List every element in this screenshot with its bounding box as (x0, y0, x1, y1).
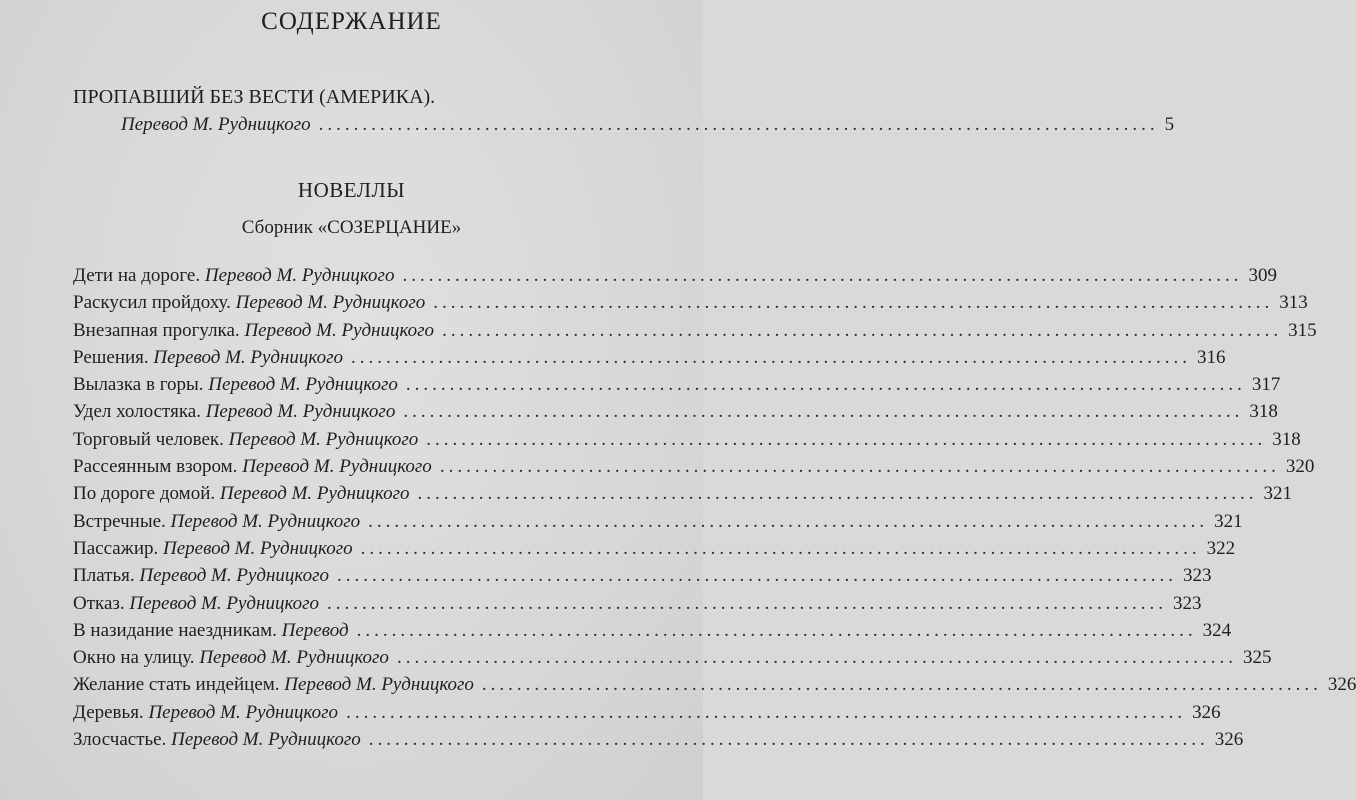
toc-entry (73, 426, 1301, 453)
entry-title: Желание стать индейцем. (73, 674, 280, 696)
dot-leader: ................................................................................................ (336, 565, 1177, 587)
entry-title: Внезапная прогулка. (73, 319, 240, 341)
entry-translation: Перевод М. Рудницкого (228, 428, 419, 450)
entry-translation: Перевод М. Рудницкого (170, 510, 361, 532)
toc-entry (73, 317, 1317, 344)
dot-leader: ................................................................................................ (351, 346, 1192, 368)
entry-page-number: 309 (1248, 265, 1277, 286)
dot-leader: ................................................................................................ (360, 537, 1201, 559)
entry-title: Раскусил пройдоху. (73, 292, 231, 314)
intro-translation: Перевод М. Рудницкого (121, 114, 311, 135)
entry-translation: Перевод М. Рудницкого (204, 265, 395, 286)
collection-title: Сборник «СОЗЕРЦАНИЕ» (241, 217, 462, 238)
entry-title: Злосчастье. (73, 729, 167, 751)
dot-leader: ................................................................................................ (327, 592, 1168, 614)
entry-title: Деревья. (73, 701, 144, 723)
entry-title: Платья. (73, 565, 135, 587)
section-title: НОВЕЛЛЫ (297, 178, 406, 202)
toc-entry (73, 590, 1202, 617)
entry-page-number: 326 (1192, 701, 1221, 723)
entry-page-number: 322 (1206, 537, 1236, 559)
entry-translation: Перевод М. Рудницкого (219, 483, 410, 505)
intro-translation-row (73, 111, 1175, 138)
toc-entry (73, 644, 1272, 671)
entry-title: Дети на дороге. (73, 265, 201, 286)
entry-page-number: 313 (1279, 292, 1308, 314)
entry-translation: Перевод М. Рудницкого (235, 292, 426, 314)
entry-page-number: 316 (1197, 346, 1226, 368)
toc-entry (73, 371, 1281, 398)
dot-leader: ................................................................................................ (433, 292, 1274, 314)
entry-page-number: 324 (1202, 619, 1232, 641)
dot-leader: ................................................................................................ (417, 483, 1258, 505)
entry-title: Встречные. (73, 510, 166, 532)
toc-entry (73, 508, 1243, 535)
entry-title: Рассеянным взором. (73, 456, 238, 478)
entry-title: По дороге домой. (73, 483, 216, 505)
entry-title: Пассажир. (73, 537, 159, 559)
entry-title: Торговый человек. (73, 428, 224, 450)
entry-title: Решения. (73, 346, 149, 368)
dot-leader: ................................................................................................ (481, 674, 1322, 696)
entry-title: В назидание наездникам. (73, 619, 277, 641)
entry-translation: Перевод М. Рудницкого (244, 319, 435, 341)
dot-leader: ................................................................................................ (396, 647, 1237, 669)
entry-page-number: 317 (1251, 374, 1281, 396)
entry-translation: Перевод М. Рудницкого (171, 729, 361, 751)
entry-title: Отказ. (73, 592, 125, 614)
entry-translation: Перевод М. Рудницкого (162, 537, 353, 559)
entry-title: Вылазка в горы. (73, 374, 204, 396)
toc-entry (73, 453, 1315, 480)
entry-translation: Перевод (281, 619, 349, 641)
dot-leader: ................................................................................................ (403, 401, 1244, 423)
entry-page-number: 320 (1285, 456, 1315, 478)
entry-translation: Перевод М. Рудницкого (148, 701, 339, 723)
dot-leader: ................................................................................................ (439, 456, 1280, 478)
intro-title: ПРОПАВШИЙ БЕЗ ВЕСТИ (АМЕРИКА). (73, 86, 436, 108)
toc-entry (73, 726, 1244, 753)
entry-translation: Перевод М. Рудницкого (153, 346, 344, 368)
toc-entry (73, 562, 1212, 589)
entry-translation: Перевод М. Рудницкого (242, 456, 432, 478)
dot-leader: ................................................................................................ (426, 428, 1267, 450)
toc-entry (73, 480, 1292, 507)
toc-entry (73, 617, 1232, 644)
dot-leader: ................................................................................................ (356, 619, 1197, 641)
entry-translation: Перевод М. Рудницкого (139, 565, 329, 587)
entry-translation: Перевод М. Рудницкого (205, 401, 396, 423)
dot-leader: ................................................................................................ (346, 701, 1187, 723)
dot-leader: ................................................................................................ (402, 265, 1243, 286)
intro-page-number: 5 (1164, 114, 1175, 135)
toc-entry (73, 671, 1356, 698)
entry-translation: Перевод М. Рудницкого (284, 674, 474, 696)
dot-leader: ................................................................................................ (442, 319, 1283, 341)
entry-page-number: 326 (1214, 729, 1244, 751)
entry-translation: Перевод М. Рудницкого (129, 592, 320, 614)
dot-leader: ................................................................................................ (318, 114, 1159, 135)
entry-page-number: 325 (1242, 647, 1272, 669)
entry-title: Удел холостяка. (73, 401, 201, 423)
entry-translation: Перевод М. Рудницкого (208, 374, 398, 396)
entry-page-number: 318 (1272, 428, 1301, 450)
entry-page-number: 321 (1263, 483, 1292, 505)
toc-entry (73, 344, 1226, 371)
entry-page-number: 323 (1182, 565, 1212, 587)
dot-leader: ................................................................................................ (405, 374, 1246, 396)
dot-leader: ................................................................................................ (368, 729, 1209, 751)
toc-entry (73, 262, 1277, 289)
entry-translation: Перевод М. Рудницкого (199, 647, 389, 669)
toc-list (73, 262, 1356, 753)
entry-title: Окно на улицу. (73, 647, 195, 669)
entry-page-number: 326 (1327, 674, 1356, 696)
entry-page-number: 323 (1173, 592, 1202, 614)
toc-entry (73, 535, 1236, 562)
dot-leader: ................................................................................................ (368, 510, 1209, 532)
toc-entry (73, 699, 1221, 726)
entry-page-number: 321 (1214, 510, 1243, 532)
entry-page-number: 315 (1288, 319, 1317, 341)
entry-page-number: 318 (1249, 401, 1278, 423)
toc-entry (73, 289, 1308, 316)
page-title: СОДЕРЖАНИЕ (261, 8, 442, 35)
intro-entry (73, 84, 1175, 138)
toc-entry (73, 398, 1278, 425)
